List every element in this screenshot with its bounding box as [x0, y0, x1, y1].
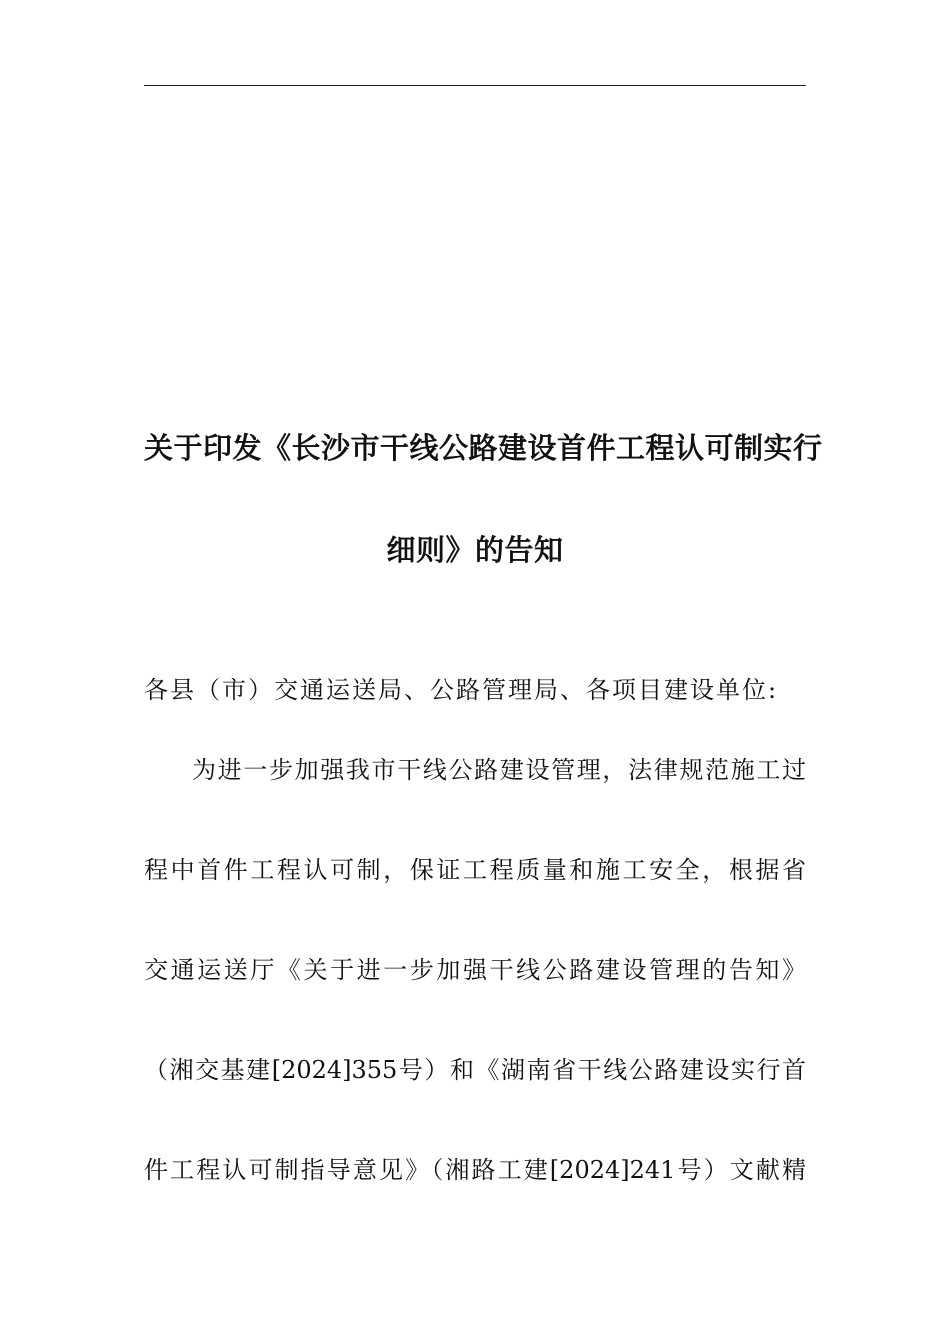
- paragraph-line-4: （湘交基建[2024]355号）和《湖南省干线公路建设实行首: [144, 1056, 806, 1084]
- paragraph-line-2: 程中首件工程认可制，保证工程质量和施工安全，根据省: [144, 856, 806, 884]
- document-title-line-2: 细则》的告知: [386, 533, 564, 567]
- paragraph-line-1: 为进一步加强我市干线公路建设管理，法律规范施工过: [192, 756, 806, 784]
- paragraph-line-3: 交通运送厅《关于进一步加强干线公路建设管理的告知》: [144, 956, 806, 984]
- salutation: 各县（市）交通运送局、公路管理局、各项目建设单位:: [144, 676, 779, 704]
- paragraph-line-5: 件工程认可制指导意见》（湘路工建[2024]241号）文献精: [144, 1156, 806, 1184]
- header-rule: [144, 85, 806, 86]
- document-title-line-1: 关于印发《长沙市干线公路建设首件工程认可制实行: [144, 431, 823, 465]
